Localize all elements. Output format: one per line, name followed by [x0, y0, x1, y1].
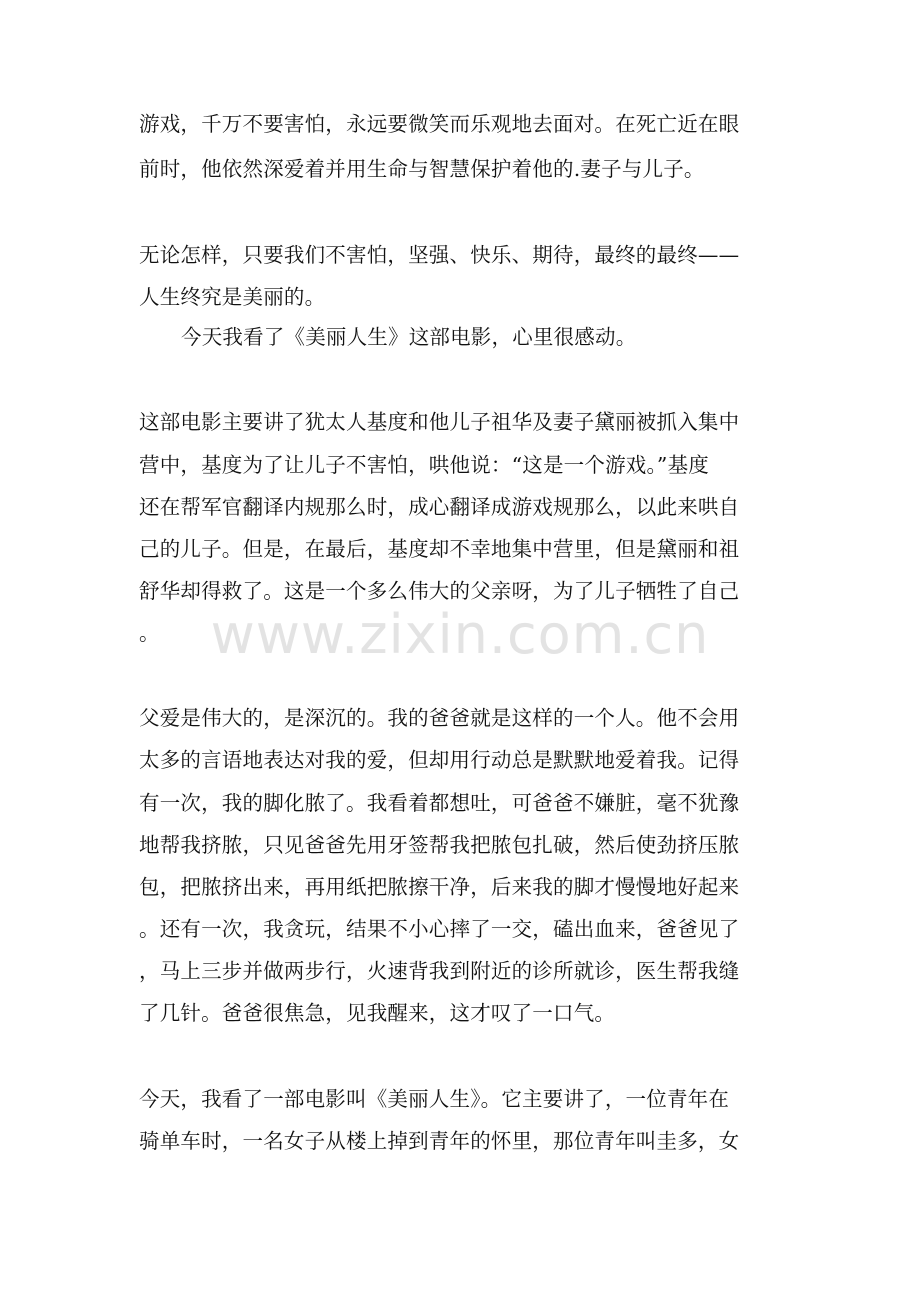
text-line: 。	[139, 621, 160, 645]
text-line: 前时，他依然深爱着并用生命与智慧保护着他的.妻子与儿子。	[139, 157, 705, 181]
text-line: 无论怎样，只要我们不害怕，坚强、快乐、期待，最终的最终——	[139, 243, 740, 267]
text-line: ，马上三步并做两步行，火速背我到附近的诊所就诊，医生帮我缝	[139, 959, 740, 983]
text-line: 人生终究是美丽的。	[139, 285, 326, 309]
text-line: 父爱是伟大的，是深沉的。我的爸爸就是这样的一个人。他不会用	[139, 706, 740, 730]
text-line: 了几针。爸爸很焦急，见我醒来，这才叹了一口气。	[139, 1001, 616, 1025]
text-line: 今天我看了《美丽人生》这部电影，心里很感动。	[181, 325, 637, 349]
text-line: 游戏，千万不要害怕，永远要微笑而乐观地去面对。在死亡近在眼	[139, 112, 740, 136]
text-line: 这部电影主要讲了犹太人基度和他儿子祖华及妻子黛丽被抓入集中	[139, 410, 740, 434]
text-line: 己的儿子。但是，在最后，基度却不幸地集中营里，但是黛丽和祖	[139, 537, 740, 561]
text-line: 营中，基度为了让儿子不害怕，哄他说：“这是一个游戏。”基度	[139, 453, 710, 477]
text-line: 还在帮军官翻译内规那么时，成心翻译成游戏规那么，以此来哄自	[139, 495, 740, 519]
text-line: 太多的言语地表达对我的爱，但却用行动总是默默地爱着我。记得	[139, 748, 740, 772]
text-line: 有一次，我的脚化脓了。我看着都想吐，可爸爸不嫌脏，毫不犹豫	[139, 791, 740, 815]
watermark: www.zixin.com.cn	[210, 603, 710, 666]
text-line: 舒华却得救了。这是一个多么伟大的父亲呀，为了儿子牺牲了自己	[139, 579, 740, 603]
text-line: 地帮我挤脓，只见爸爸先用牙签帮我把脓包扎破，然后使劲挤压脓	[139, 833, 740, 857]
text-line: 。还有一次，我贪玩，结果不小心摔了一交，磕出血来，爸爸见了	[139, 917, 740, 941]
text-line: 包，把脓挤出来，再用纸把脓擦干净，后来我的脚才慢慢地好起来	[139, 875, 740, 899]
text-line: 骑单车时，一名女子从楼上掉到青年的怀里，那位青年叫圭多，女	[139, 1129, 740, 1153]
text-line: 今天，我看了一部电影叫《美丽人生》。它主要讲了，一位青年在	[139, 1087, 730, 1111]
